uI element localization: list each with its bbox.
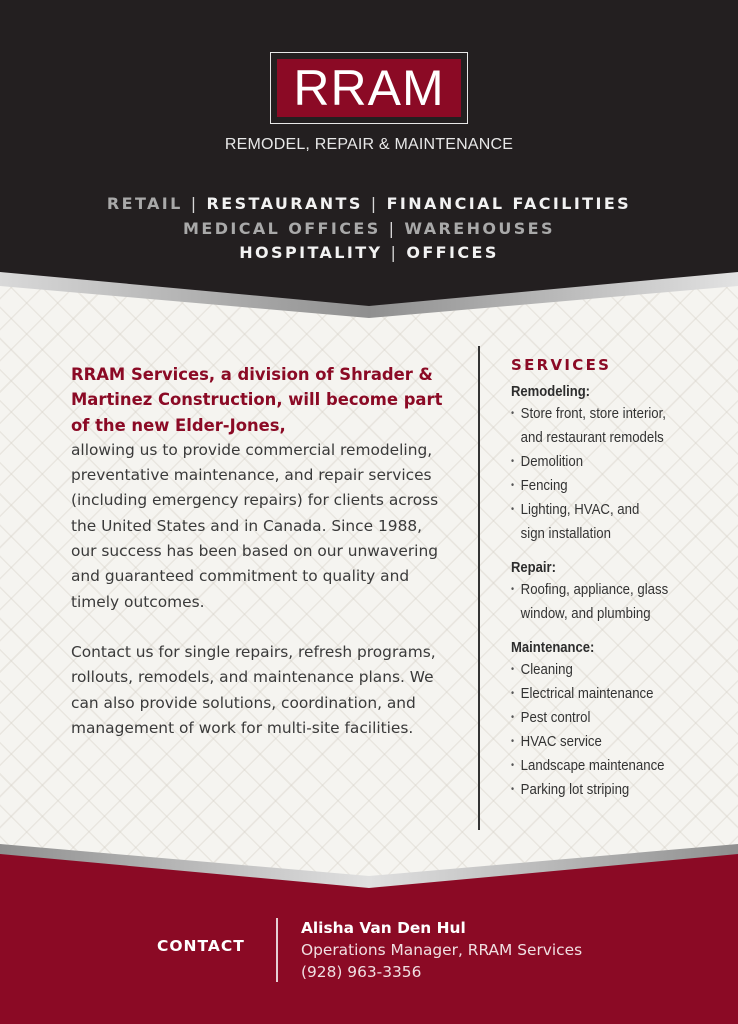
intro-column xyxy=(71,362,446,741)
repair-heading: Repair: xyxy=(511,560,556,576)
contact-name: Alisha Van Den Hul xyxy=(301,919,466,937)
services-column xyxy=(511,356,733,802)
service-item xyxy=(511,474,706,498)
contact-phone[interactable]: (928) 963-3356 xyxy=(301,963,422,981)
service-item xyxy=(511,778,706,802)
service-item-text: • Cleaning xyxy=(520,661,573,678)
logo-text: RRAM xyxy=(277,59,461,117)
service-item xyxy=(511,754,706,778)
markets-line-3 xyxy=(0,241,738,266)
maintenance-heading: Maintenance: xyxy=(511,640,595,656)
contact-label: CONTACT xyxy=(157,937,245,955)
market-separator: | xyxy=(370,194,379,213)
service-item xyxy=(511,658,706,682)
markets-list xyxy=(0,192,738,266)
market-financial: FINANCIAL FACILITIES xyxy=(386,194,632,213)
service-item-text: • Roofing, appliance, glass xyxy=(520,581,669,598)
tagline: REMODEL, REPAIR & MAINTENANCE xyxy=(224,136,514,153)
logo xyxy=(270,52,468,124)
market-warehouses: WAREHOUSES xyxy=(404,218,555,238)
service-item-text: • Lighting, HVAC, and xyxy=(520,501,640,518)
service-item-text: • Pest control xyxy=(520,709,591,726)
service-item-text: • Landscape maintenance xyxy=(520,757,665,774)
services-title: SERVICES xyxy=(511,356,612,374)
market-hospitality: HOSPITALITY xyxy=(239,243,383,262)
service-item-text: • HVAC service xyxy=(520,733,602,750)
markets-line-2 xyxy=(0,217,738,242)
service-item xyxy=(511,706,706,730)
market-offices: OFFICES xyxy=(406,243,499,262)
service-item-text: and restaurant remodels xyxy=(520,429,664,446)
service-item-text: • Parking lot striping xyxy=(520,781,630,798)
column-divider xyxy=(478,346,480,830)
header-band xyxy=(0,0,738,320)
contact-divider xyxy=(276,918,278,982)
market-separator: | xyxy=(388,218,397,238)
service-item xyxy=(511,498,706,546)
market-separator: | xyxy=(190,194,199,213)
header-shape xyxy=(0,0,738,320)
market-separator: | xyxy=(390,243,399,262)
remodeling-list xyxy=(511,402,733,546)
service-item-text: window, and plumbing xyxy=(520,605,651,622)
service-item-text: • Demolition xyxy=(520,453,584,470)
service-item xyxy=(511,578,706,626)
repair-list xyxy=(511,578,733,626)
remodeling-heading: Remodeling: xyxy=(511,384,591,400)
market-retail: RETAIL xyxy=(106,194,183,213)
contact-paragraph: Contact us for single repairs, refresh programs, rollouts, remodels, and maintenance plans. We can also provide solutions, coordination, and management of work for multi-site facilities. xyxy=(71,642,436,737)
service-item xyxy=(511,402,706,450)
market-medical: MEDICAL OFFICES xyxy=(183,218,381,238)
market-restaurants: RESTAURANTS xyxy=(206,194,363,213)
intro-lead: RRAM Services, a division of Shrader & Martinez Construction, will become part of the new Elder-Jones, xyxy=(71,365,443,435)
service-item xyxy=(511,730,706,754)
service-item-text: • Electrical maintenance xyxy=(520,685,654,702)
markets-line-1 xyxy=(0,192,738,217)
contact-info xyxy=(301,918,582,983)
contact-role: Operations Manager, RRAM Services xyxy=(301,941,583,959)
maintenance-list xyxy=(511,658,733,802)
service-item-text: • Fencing xyxy=(520,477,568,494)
intro-body: allowing us to provide commercial remodeling, preventative maintenance, and repair services (including emergency repairs) for clients across the United States and in Canada. Since 1988, our success has been based on our unwavering and guaranteed commitment to quality and timely outcomes. xyxy=(71,440,439,611)
service-item xyxy=(511,682,706,706)
service-item-text: • Store front, store interior, xyxy=(520,405,666,422)
service-item xyxy=(511,450,706,474)
service-item-text: sign installation xyxy=(520,525,611,542)
